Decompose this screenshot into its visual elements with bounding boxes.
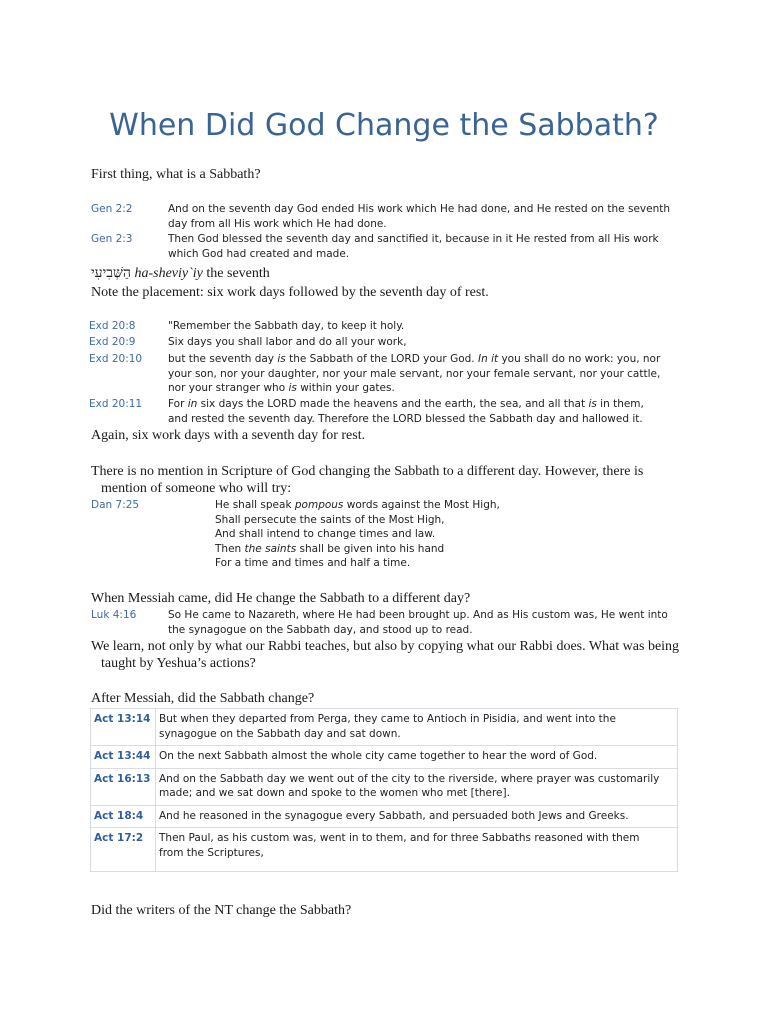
verse-text-gen-2-2: And on the seventh day God ended His work which He had done, and He rested on the seventh day from all His work which He had done. [168,203,671,230]
verse-ref-exd-20-8[interactable]: Exd 20:8 [89,320,136,332]
verse-ref-act-16-13[interactable]: Act 16:13 [91,768,156,805]
verse-text-act-13-44: On the next Sabbath almost the whole city came together to hear the word of God. [156,746,678,769]
verse-text-exd-20-11: For in six days the LORD made the heavens and the earth, the sea, and all that is in them, and rested the seventh day. Therefore the LORD blessed the Sabbath day and hallowed it. [168,398,644,425]
verse-ref-exd-20-11[interactable]: Exd 20:11 [89,398,143,410]
hebrew-transliteration: ha-sheviy`iy [134,266,203,281]
paragraph-no-mention: There is no mention in Scripture of God changing the Sabbath to a different day. However, there is mention of someone who will try: [91,464,644,496]
verse-ref-luk-4-16[interactable]: Luk 4:16 [91,609,137,621]
paragraph-rabbi: We learn, not only by what our Rabbi teaches, but also by copying what our Rabbi does. What was being taught by Yeshua’s actions? [91,639,680,671]
acts-verses-table [90,708,678,872]
table-row [91,768,678,805]
note-placement: Note the placement: six work days followed by the seventh day of rest. [91,285,489,300]
table-row [91,805,678,828]
verse-ref-act-18-4[interactable]: Act 18:4 [91,805,156,828]
table-row [91,709,678,746]
question-what-is-sabbath: First thing, what is a Sabbath? [91,167,261,182]
verse-text-exd-20-8: "Remember the Sabbath day, to keep it holy. [168,320,405,332]
verse-text-exd-20-10: but the seventh day is the Sabbath of the LORD your God. In it you shall do no work: you, nor your son, nor your daughter, nor your male servant, nor your female servant, nor your cattle, nor your stranger who is within your gates. [168,353,661,394]
verse-ref-act-17-2[interactable]: Act 17:2 [91,828,156,872]
verse-text-luk-4-16: So He came to Nazareth, where He had been brought up. And as His custom was, He went into the synagogue on the Sabbath day, and stood up to read. [168,609,668,636]
verse-ref-act-13-44[interactable]: Act 13:44 [91,746,156,769]
table-row [91,828,678,872]
verse-text-dan-7-25: He shall speak pompous words against the Most High, Shall persecute the saints of the Most High, And shall intend to change times and law. Then the saints shall be given into his hand For a time and times and half a time. [215,499,500,569]
hebrew-meaning: the seventh [206,266,270,281]
verse-text-gen-2-3: Then God blessed the seventh day and sanctified it, because in it He rested from all His work which God had created and made. [168,233,659,260]
verse-ref-exd-20-10[interactable]: Exd 20:10 [89,353,143,365]
verse-text-act-16-13: And on the Sabbath day we went out of the city to the riverside, where prayer was customarily made; and we sat down and spoke to the women who met [there]. [156,768,678,805]
question-nt-writers: Did the writers of the NT change the Sabbath? [91,903,352,918]
verse-ref-gen-2-2[interactable]: Gen 2:2 [91,203,133,215]
verse-text-act-18-4: And he reasoned in the synagogue every Sabbath, and persuaded both Jews and Greeks. [156,805,678,828]
note-six-work-days: Again, six work days with a seventh day for rest. [91,428,366,443]
question-after-messiah: After Messiah, did the Sabbath change? [91,691,315,706]
verse-ref-act-13-14[interactable]: Act 13:14 [91,709,156,746]
verse-ref-dan-7-25[interactable]: Dan 7:25 [91,499,140,511]
question-messiah-change: When Messiah came, did He change the Sabbath to a different day? [91,591,471,606]
table-row [91,746,678,769]
verse-ref-exd-20-9[interactable]: Exd 20:9 [89,336,136,348]
hebrew-word-line [91,265,270,282]
verse-ref-gen-2-3[interactable]: Gen 2:3 [91,233,133,245]
verse-text-exd-20-9: Six days you shall labor and do all your work, [168,336,407,348]
verse-text-act-13-14: But when they departed from Perga, they came to Antioch in Pisidia, and went into the synagogue on the Sabbath day and sat down. [156,709,678,746]
verse-text-act-17-2: Then Paul, as his custom was, went in to them, and for three Sabbaths reasoned with them from the Scriptures, [156,828,678,872]
hebrew-word: הַשְּׁבִיעִי [91,266,131,281]
page-title: When Did God Change the Sabbath? [109,108,659,144]
